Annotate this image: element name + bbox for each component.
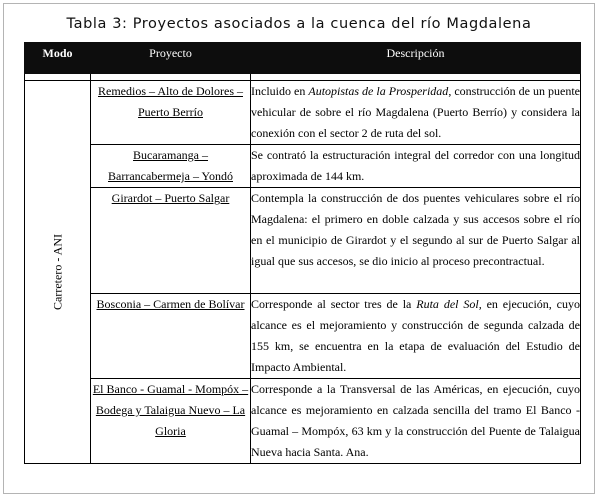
header-gap — [25, 74, 581, 81]
description-cell — [251, 379, 581, 464]
header-modo: Modo — [25, 43, 91, 74]
modo-cell — [25, 81, 91, 464]
description-text: en ejecución, cuyo alcance es el mejoramiento y construcción de segunda calzada de 155 km, se encuentra en la etapa de evaluación del Estudio de Impacto Ambiental. — [251, 297, 580, 374]
description-text: , construcción de un puente vehicular de sobre el río Magdalena (Puerto Berrío) y considera la conexión con el sector 2 de ruta del sol. — [251, 84, 581, 140]
description-cell — [251, 188, 581, 294]
header-proyecto: Proyecto — [91, 43, 251, 74]
description-text: Se contrató la estructuración integral del corredor con una longitud aproximada de 144 km. — [251, 148, 580, 183]
table-header-row — [25, 43, 581, 74]
table-row — [25, 294, 581, 379]
description-emphasis: Ruta del Sol, — [416, 297, 482, 311]
description-text: Contempla la construcción de dos puentes vehiculares sobre el río Magdalena: el primero en doble calzada y sus accesos sobre el río en el municipio de Girardot y el segundo al sur de Puerto Salgar al igual que sus accesos, se dio inicio al proceso precontractual. — [251, 191, 580, 268]
table-row — [25, 145, 581, 188]
project-cell — [91, 379, 251, 464]
project-name[interactable]: Remedios – Alto de Dolores – Puerto Berrío — [98, 84, 243, 119]
description-text: Corresponde a la Transversal de las Américas, en ejecución, cuyo alcance es mejoramiento en calzada sencilla del tramo El Banco - Guamal – Mompóx, 63 km y la construcción del Puente de Talaigua Nueva hacia Santa. Ana. — [251, 382, 580, 459]
description-cell — [251, 294, 581, 379]
table-caption: Tabla 3: Proyectos asociados a la cuenca del río Magdalena — [66, 16, 532, 32]
projects-table — [24, 42, 581, 464]
description-text: Corresponde al sector tres de la — [251, 297, 417, 311]
project-name[interactable]: Girardot – Puerto Salgar — [111, 191, 230, 205]
project-name[interactable]: Bosconia – Carmen de Bolívar — [96, 297, 245, 311]
description-emphasis: Autopistas de la Prosperidad — [308, 84, 449, 98]
project-name[interactable]: Bucaramanga – Barrancabermeja – Yondó — [108, 148, 233, 183]
header-descripcion: Descripción — [251, 43, 581, 74]
project-cell — [91, 294, 251, 379]
modo-label: Carretero - ANI — [50, 234, 64, 310]
description-text: Incluido en — [251, 84, 309, 98]
project-cell — [91, 188, 251, 294]
project-cell — [91, 81, 251, 145]
project-cell — [91, 145, 251, 188]
document-frame — [3, 3, 595, 494]
table-row — [25, 379, 581, 464]
description-cell — [251, 145, 581, 188]
project-name[interactable]: El Banco - Guamal - Mompóx –Bodega y Talaigua Nuevo – La Gloria — [92, 382, 249, 438]
table-row — [25, 188, 581, 294]
description-cell — [251, 81, 581, 145]
table-row — [25, 81, 581, 145]
